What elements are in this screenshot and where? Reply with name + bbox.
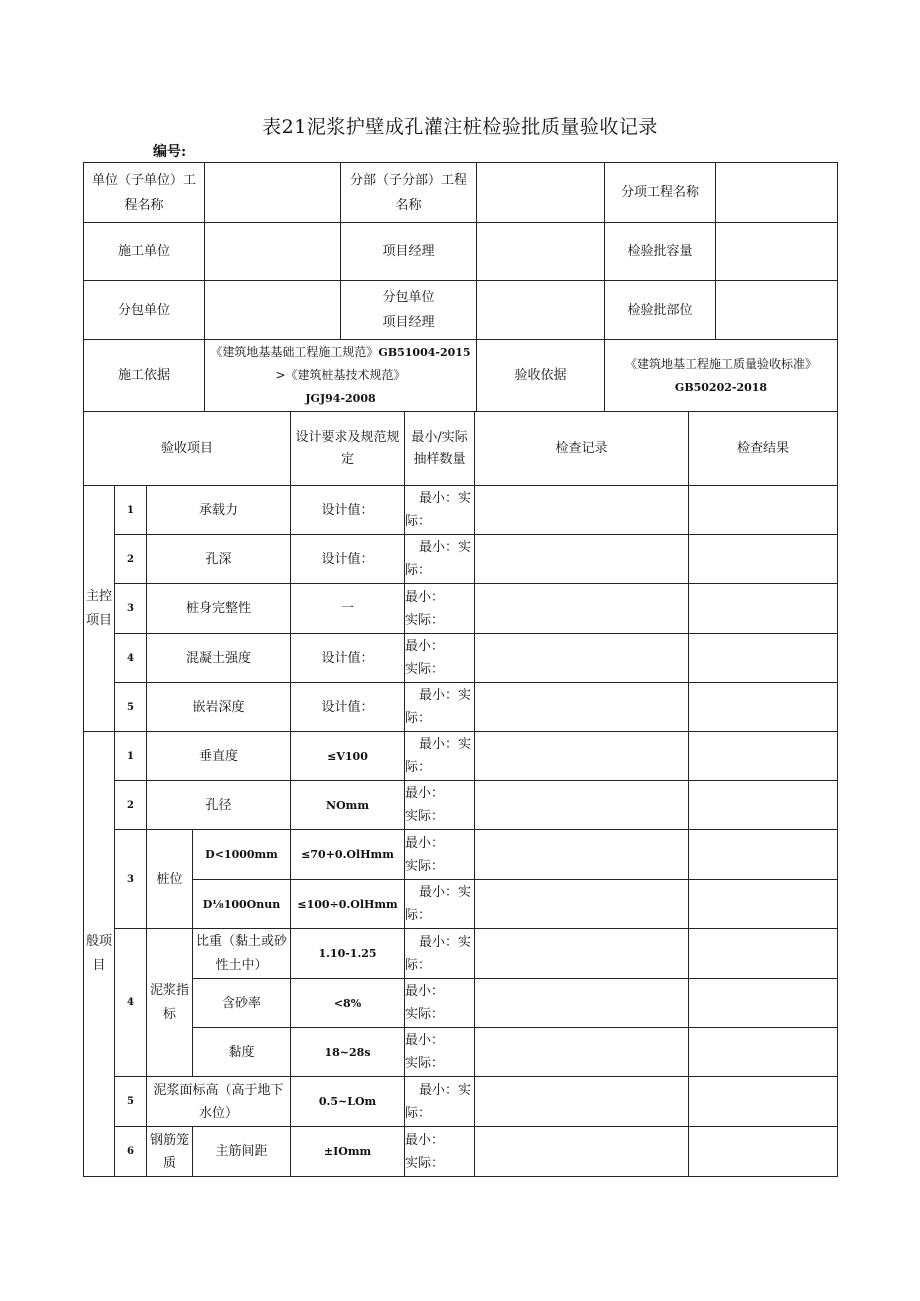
general-item-name: 泥浆面标高（高于地下水位）: [147, 1077, 291, 1127]
sub-project-value[interactable]: [477, 163, 605, 223]
main-item-record[interactable]: [475, 535, 689, 584]
subcontractor-value[interactable]: [205, 281, 341, 340]
general-item-sample: 最小： 实际：: [405, 830, 475, 880]
general-item-result[interactable]: [689, 880, 838, 929]
general-item-no: 4: [115, 929, 147, 1077]
general-item-result[interactable]: [689, 1028, 838, 1077]
general-item-req: <8%: [291, 979, 405, 1028]
accept-label: 验收依据: [477, 340, 605, 412]
general-item-record[interactable]: [475, 732, 689, 781]
general-item-result[interactable]: [689, 732, 838, 781]
main-item-no: 4: [115, 634, 147, 683]
main-group-label: 主控项目: [84, 486, 115, 732]
general-item-result[interactable]: [689, 781, 838, 830]
general-item-req: 0.5~LOm: [291, 1077, 405, 1127]
main-item-record[interactable]: [475, 683, 689, 732]
batch-capacity-value[interactable]: [716, 223, 838, 281]
project-manager-label: 项目经理: [341, 223, 477, 281]
basis-code1: GB51004-2015: [378, 346, 471, 359]
general-item-record[interactable]: [475, 1127, 689, 1177]
main-item-sample: 最小：实 际：: [405, 683, 475, 732]
batch-capacity-label: 检验批容量: [605, 223, 716, 281]
unit-project-label: 单位（子单位）工程名称: [84, 163, 205, 223]
main-item-result[interactable]: [689, 584, 838, 634]
basis-line2: >《建筑桩基技术规范》: [275, 368, 406, 382]
main-item-name: 混凝土强度: [147, 634, 291, 683]
constructor-label: 施工单位: [84, 223, 205, 281]
general-item-record[interactable]: [475, 1028, 689, 1077]
general-item-sub: D⅛100Onun: [193, 880, 291, 929]
sub-manager-line1: 分包单位: [382, 290, 435, 305]
general-item-record[interactable]: [475, 929, 689, 979]
general-item-req: ≤V100: [291, 732, 405, 781]
main-item-result[interactable]: [689, 634, 838, 683]
project-manager-value[interactable]: [477, 223, 605, 281]
general-item-sample: 最小： 实际：: [405, 781, 475, 830]
main-item-sample: 最小：实 际：: [405, 535, 475, 584]
sub-manager-label: [341, 281, 477, 340]
col-design: 设计要求及规范规定: [291, 412, 405, 486]
general-item-result[interactable]: [689, 979, 838, 1028]
main-item-result[interactable]: [689, 486, 838, 535]
general-item-no: 5: [115, 1077, 147, 1127]
general-item-sub: 含砂率: [193, 979, 291, 1028]
main-item-result[interactable]: [689, 535, 838, 584]
page-title: 表21泥浆护壁成孔灌注桩检验批质量验收记录: [262, 116, 658, 138]
main-item-no: 5: [115, 683, 147, 732]
general-item-name: 钢筋笼质: [147, 1127, 193, 1177]
col-items: 验收项目: [84, 412, 291, 486]
general-item-no: 2: [115, 781, 147, 830]
header-table: [83, 162, 838, 412]
general-item-sample: 最小：实 际：: [405, 1077, 475, 1127]
batch-location-value[interactable]: [716, 281, 838, 340]
accept-code: GB50202-2018: [674, 380, 768, 394]
general-item-result[interactable]: [689, 1127, 838, 1177]
general-item-record[interactable]: [475, 830, 689, 880]
general-item-sample: 最小：实 际：: [405, 880, 475, 929]
general-item-record[interactable]: [475, 781, 689, 830]
general-item-name: 垂直度: [147, 732, 291, 781]
general-item-result[interactable]: [689, 1077, 838, 1127]
sub-project-label: 分部（子分部）工程名称: [341, 163, 477, 223]
general-item-sample: 最小： 实际：: [405, 979, 475, 1028]
inspection-table: [83, 411, 838, 1177]
general-item-sub: 主筋间距: [193, 1127, 291, 1177]
general-item-req: NOmm: [291, 781, 405, 830]
general-item-sample: 最小：实 际：: [405, 732, 475, 781]
general-item-record[interactable]: [475, 1077, 689, 1127]
col-sample: 最小/实际抽样数量: [405, 412, 475, 486]
col-record: 检查记录: [475, 412, 689, 486]
main-item-result[interactable]: [689, 683, 838, 732]
constructor-value[interactable]: [205, 223, 341, 281]
general-item-result[interactable]: [689, 929, 838, 979]
general-item-req: ≤100÷0.OlHmm: [291, 880, 405, 929]
general-item-sample: 最小：实 际：: [405, 929, 475, 979]
batch-location-label: 检验批部位: [605, 281, 716, 340]
main-item-name: 孔深: [147, 535, 291, 584]
main-item-sample: 最小：实 际：: [405, 486, 475, 535]
general-item-result[interactable]: [689, 830, 838, 880]
main-item-req: 设计值：: [291, 535, 405, 584]
basis-line1: 《建筑地基基础工程施工规范》: [210, 345, 379, 359]
item-project-label: 分项工程名称: [605, 163, 716, 223]
sub-manager-line2: 项目经理: [382, 315, 435, 330]
accept-line1: 《建筑地基工程施工质量验收标准》: [624, 356, 817, 371]
main-item-record[interactable]: [475, 584, 689, 634]
accept-value: [605, 340, 838, 412]
basis-code2: JGJ94-2008: [305, 392, 376, 405]
basis-value: [205, 340, 477, 412]
main-item-name: 承载力: [147, 486, 291, 535]
main-item-sample: 最小： 实际：: [405, 584, 475, 634]
general-item-req: 1.10-1.25: [291, 929, 405, 979]
subcontractor-label: 分包单位: [84, 281, 205, 340]
general-item-req: ≤70+0.OlHmm: [291, 830, 405, 880]
main-item-req: 一: [291, 584, 405, 634]
item-project-value[interactable]: [716, 163, 838, 223]
main-item-req: 设计值：: [291, 683, 405, 732]
basis-label: 施工依据: [84, 340, 205, 412]
general-item-req: ±IOmm: [291, 1127, 405, 1177]
general-item-name: 孔径: [147, 781, 291, 830]
main-item-name: 桩身完整性: [147, 584, 291, 634]
general-item-name: 泥浆指标: [147, 929, 193, 1077]
general-item-no: 6: [115, 1127, 147, 1177]
sub-manager-value[interactable]: [477, 281, 605, 340]
col-result: 检查结果: [689, 412, 838, 486]
general-item-sub: D<1000mm: [193, 830, 291, 880]
general-item-sub: 比重（黏土或砂性土中）: [193, 929, 291, 979]
general-group-label: 般项目: [84, 732, 115, 1177]
general-item-req: 18~28s: [291, 1028, 405, 1077]
main-item-record[interactable]: [475, 486, 689, 535]
general-item-sample: 最小： 实际：: [405, 1028, 475, 1077]
main-item-no: 3: [115, 584, 147, 634]
main-item-req: 设计值：: [291, 486, 405, 535]
code-label: 编号:: [153, 144, 187, 160]
main-item-name: 嵌岩深度: [147, 683, 291, 732]
general-item-sample: 最小： 实际：: [405, 1127, 475, 1177]
general-item-sub: 黏度: [193, 1028, 291, 1077]
general-item-record[interactable]: [475, 880, 689, 929]
main-item-sample: 最小： 实际：: [405, 634, 475, 683]
general-item-record[interactable]: [475, 979, 689, 1028]
general-item-no: 1: [115, 732, 147, 781]
general-item-name: 桩位: [147, 830, 193, 929]
main-item-no: 2: [115, 535, 147, 584]
main-item-req: 设计值：: [291, 634, 405, 683]
main-item-record[interactable]: [475, 634, 689, 683]
main-item-no: 1: [115, 486, 147, 535]
unit-project-value[interactable]: [205, 163, 341, 223]
general-item-no: 3: [115, 830, 147, 929]
